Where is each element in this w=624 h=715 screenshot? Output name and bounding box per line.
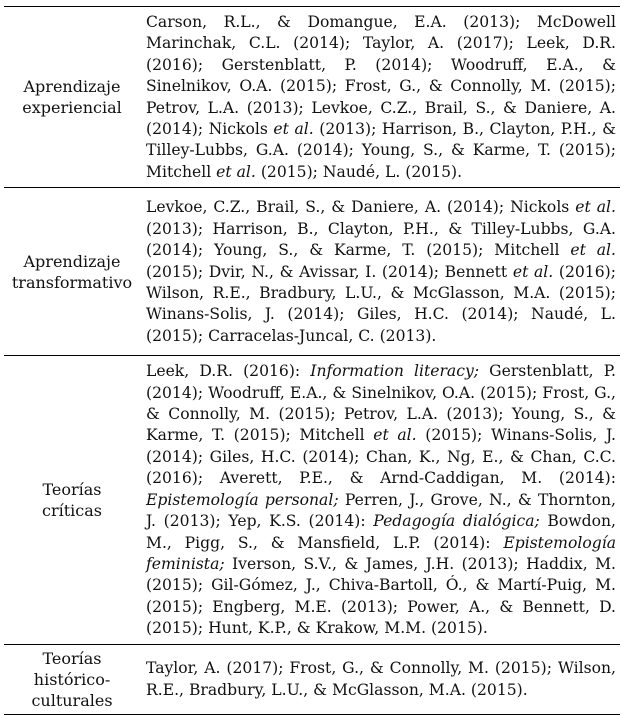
- table-row: [4, 356, 620, 644]
- text-run: Leek, D.R. (2016):: [146, 362, 311, 381]
- references-text: [146, 7, 616, 187]
- references-cell: [140, 644, 620, 714]
- category-line: histórico-: [33, 669, 111, 689]
- text-run: (2015); Dvir, N., & Avissar, I. (2014); Bennett: [146, 262, 513, 281]
- category-line: Teorías: [42, 479, 102, 499]
- text-run: Levkoe, C.Z., Brail, S., & Daniere, A. (2014); Nickols: [146, 198, 576, 217]
- text-run: Carson, R.L., & Domangue, E.A. (2013); McDowell Marinchak, C.L. (2014); Taylor, A. (2017); Leek, D.R. (2016); Gerstenblatt, P. (2014); Woodruff, E.A., & Sinelnikov, O.A. (2015); Frost, G., & Connolly, M. (2015); Petrov, L.A. (2013); Levkoe, C.Z., Brail, S., & Daniere, A. (2014); Nickols: [146, 13, 616, 139]
- references-cell: [140, 188, 620, 356]
- category-line: críticas: [42, 500, 102, 520]
- category-line: Aprendizaje: [23, 251, 121, 271]
- references-text: [146, 192, 616, 351]
- text-run: Gerstenblatt, P. (2014); Woodruff, E.A., & Sinelnikov, O.A. (2015); Frost, G., & Connolly, M. (2015); Petrov, L.A. (2013); Young, S., & Karme, T. (2015); Mitchell: [146, 362, 617, 445]
- table-row: [4, 644, 620, 714]
- italic-run: et al.: [216, 162, 256, 181]
- text-run: Iverson, S.V., & James, J.H. (2013); Haddix, M. (2015); Gil-Gómez, J., Chiva-Bartoll, Ó., & Martí-Puig, M. (2015); Engberg, M.E. (2013); Power, A., & Bennett, D. (2015); Hunt, K.P., & Krakow, M.M. (2015).: [146, 554, 616, 638]
- category-line: experiencial: [22, 98, 122, 118]
- text-run: (2013); Harrison, B., Clayton, P.H., & Tilley-Lubbs, G.A. (2014); Young, S., & Karme, T. (2015); Mitchell: [146, 120, 617, 181]
- italic-run: et al.: [575, 198, 616, 217]
- italic-run: Pedagogía dialógica;: [373, 512, 540, 531]
- italic-run: et al.: [570, 241, 616, 260]
- table-row: [4, 188, 620, 356]
- text-run: Bowdon, M., Pigg, S., & Mansfield, L.P. (2014):: [146, 512, 616, 552]
- category-cell: [4, 188, 140, 356]
- text-run: (2013); Harrison, B., Clayton, P.H., & Tilley-Lubbs, G.A. (2014); Young, S., & Karme, T. (2015); Mitchell: [146, 219, 616, 260]
- references-text: [146, 356, 616, 643]
- text-run: (2015); Naudé, L. (2015).: [255, 162, 463, 181]
- category-cell: [4, 644, 140, 714]
- category-line: Aprendizaje: [23, 77, 121, 97]
- table-row: [4, 7, 620, 188]
- category-line: transformativo: [11, 272, 133, 292]
- text-run: Taylor, A. (2017); Frost, G., & Connolly, M. (2015); Wilson, R.E., Bradbury, L.U., & McGlasson, M.A. (2015).: [146, 659, 616, 699]
- italic-run: et al.: [273, 120, 314, 139]
- text-run: Perren, J., Grove, N., & Thornton, J. (2013); Yep, K.S. (2014):: [146, 490, 616, 531]
- italic-run: et al.: [512, 262, 554, 281]
- references-cell: [140, 356, 620, 644]
- references-table: [4, 6, 620, 715]
- category-cell: [4, 356, 140, 644]
- category-line: culturales: [31, 690, 113, 710]
- category-cell: [4, 7, 140, 188]
- italic-run: Epistemología personal;: [146, 490, 339, 509]
- italic-run: Information literacy;: [310, 362, 480, 381]
- references-text: [146, 653, 616, 705]
- italic-run: et al.: [373, 426, 417, 445]
- category-line: Teorías: [42, 648, 102, 668]
- references-cell: [140, 7, 620, 188]
- text-run: (2016); Wilson, R.E., Bradbury, L.U., & McGlasson, M.A. (2015); Winans-Solis, J. (2014); Giles, H.C. (2014); Naudé, L. (2015); Carracelas-Juncal, C. (2013).: [146, 262, 616, 345]
- italic-run: Epistemología feminista;: [146, 533, 616, 573]
- text-run: (2015); Winans-Solis, J. (2014); Giles, H.C. (2014); Chan, K., Ng, E., & Chan, C.C. (2016); Averett, P.E., & Arnd-Caddigan, M. (2014):: [146, 426, 617, 488]
